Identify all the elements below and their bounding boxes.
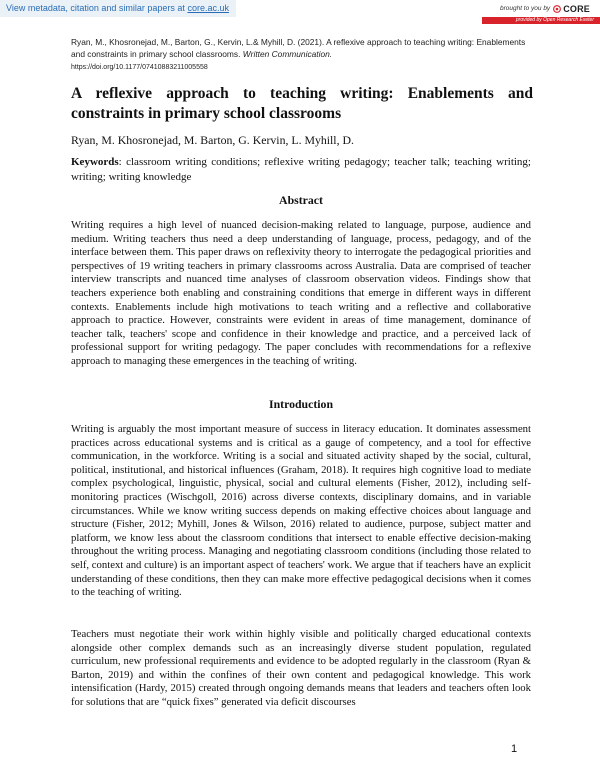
core-metadata-text: View metadata, citation and similar papers at	[6, 3, 188, 13]
citation-header	[71, 36, 541, 74]
introduction-heading: Introduction	[268, 397, 334, 411]
abstract-text: Writing requires a high level of nuanced decision-making related to language, purpose, audience and medium. Writing teachers thus need a deep understanding of language, process, pedagogy, and of the interface between them. This paper draws on reflexivity theory to interrogate the pedagogical priorities and perspectives of 19 writing teachers in primary classrooms across Australia. Data are comprised of teacher interview transcripts and nuanced time analyses of classroom observation videos. Findings show that teachers experience both enabling and constraining conditions that emerge in different ways in different contexts. Enablements include high motivations to teach writing and a reflective and collaborative approach to practice. However, constraints were evident in areas of time management, dominance of teacher talk, teachers' scope and confidence in their knowledge and practice, and a perceived lack of professional support for writing pedagogy. The paper concludes with recommendations for a reflexive approach to managing these emergences in the teaching of writing.	[71, 219, 531, 367]
introduction-paragraph-2: Teachers must negotiate their work within highly visible and politically charged educational contexts alongside other complex demands such as an increasingly diverse student population, regulated curriculum, new professional requirements and evidence to be adopted regularly in the classroom (Ryan & Barton, 2019) and within the confines of their own content and pedagogical knowledge. This work intensification (Hardy, 2015) created through ongoing demands means that leaders and teachers often look for solutions that are “quick fixes” generated via deficit discourses	[71, 628, 531, 708]
core-brand[interactable]	[500, 3, 590, 15]
core-metadata-link-box[interactable]	[0, 0, 236, 17]
provider-bar: provided by Open Research Exeter	[482, 17, 600, 24]
keywords	[71, 155, 531, 184]
journal-name: Written Communication.	[242, 49, 333, 59]
abstract-heading: Abstract	[279, 193, 323, 207]
page-number: 1	[511, 743, 518, 755]
core-logo-icon	[553, 5, 561, 13]
doi-link[interactable]: https://doi.org/10.1177/07410883211005558	[71, 64, 208, 71]
keywords-text: : classroom writing conditions; reflexive writing pedagogy; teacher talk; teaching writing; writing; writing knowledge	[71, 156, 531, 183]
authors: Ryan, M. Khosronejad, M. Barton, G. Kervin, L. Myhill, D.	[71, 133, 354, 147]
core-link[interactable]: core.ac.uk	[187, 3, 229, 13]
core-logo[interactable]	[553, 3, 590, 15]
paper-title: A reflexive approach to teaching writing: Enablements and constraints in primary school classrooms	[71, 85, 533, 122]
keywords-label: Keywords	[71, 156, 119, 168]
introduction-paragraph-1: Writing is arguably the most important measure of success in literacy education. It dominates assessment practices across educational systems and is critical as a gauge of competency, and a tool for effective communication, in the workforce. Writing is a social and situated activity shaped by the social, cultural, political, institutional, and historical influences (Graham, 2018). It requires high cognitive load to mediate complex psychological, linguistic, physical, social and cultural elements (Fisher, 2012), including self-monitoring practices (Wischgoll, 2016) across diverse contexts, disciplinary domains, and in variable circumstances. While we know writing success depends on making effective choices about language and structure (Fisher, 2012; Myhill, Jones & Wilson, 2016) related to audience, purpose, subject matter and platform, we know less about the classroom conditions that intersect to enable effective decision-making throughout the writing process. Managing and negotiating classroom conditions (including those related to self, context and culture) is an important aspect of teachers' work. We argue that if teachers have an explicit understanding of these conditions, then they can make more effective pedagogical decisions when it comes to the teaching of writing.	[71, 423, 531, 599]
core-logo-text: CORE	[563, 4, 590, 14]
brought-by-text: brought to you by	[499, 5, 551, 12]
core-banner	[0, 0, 600, 24]
citation-text: Ryan, M., Khosronejad, M., Barton, G., Kervin, L.& Myhill, D. (2021). A reflexive approach to teaching writing: Enablements and constraints in primary school classrooms.	[71, 37, 526, 59]
